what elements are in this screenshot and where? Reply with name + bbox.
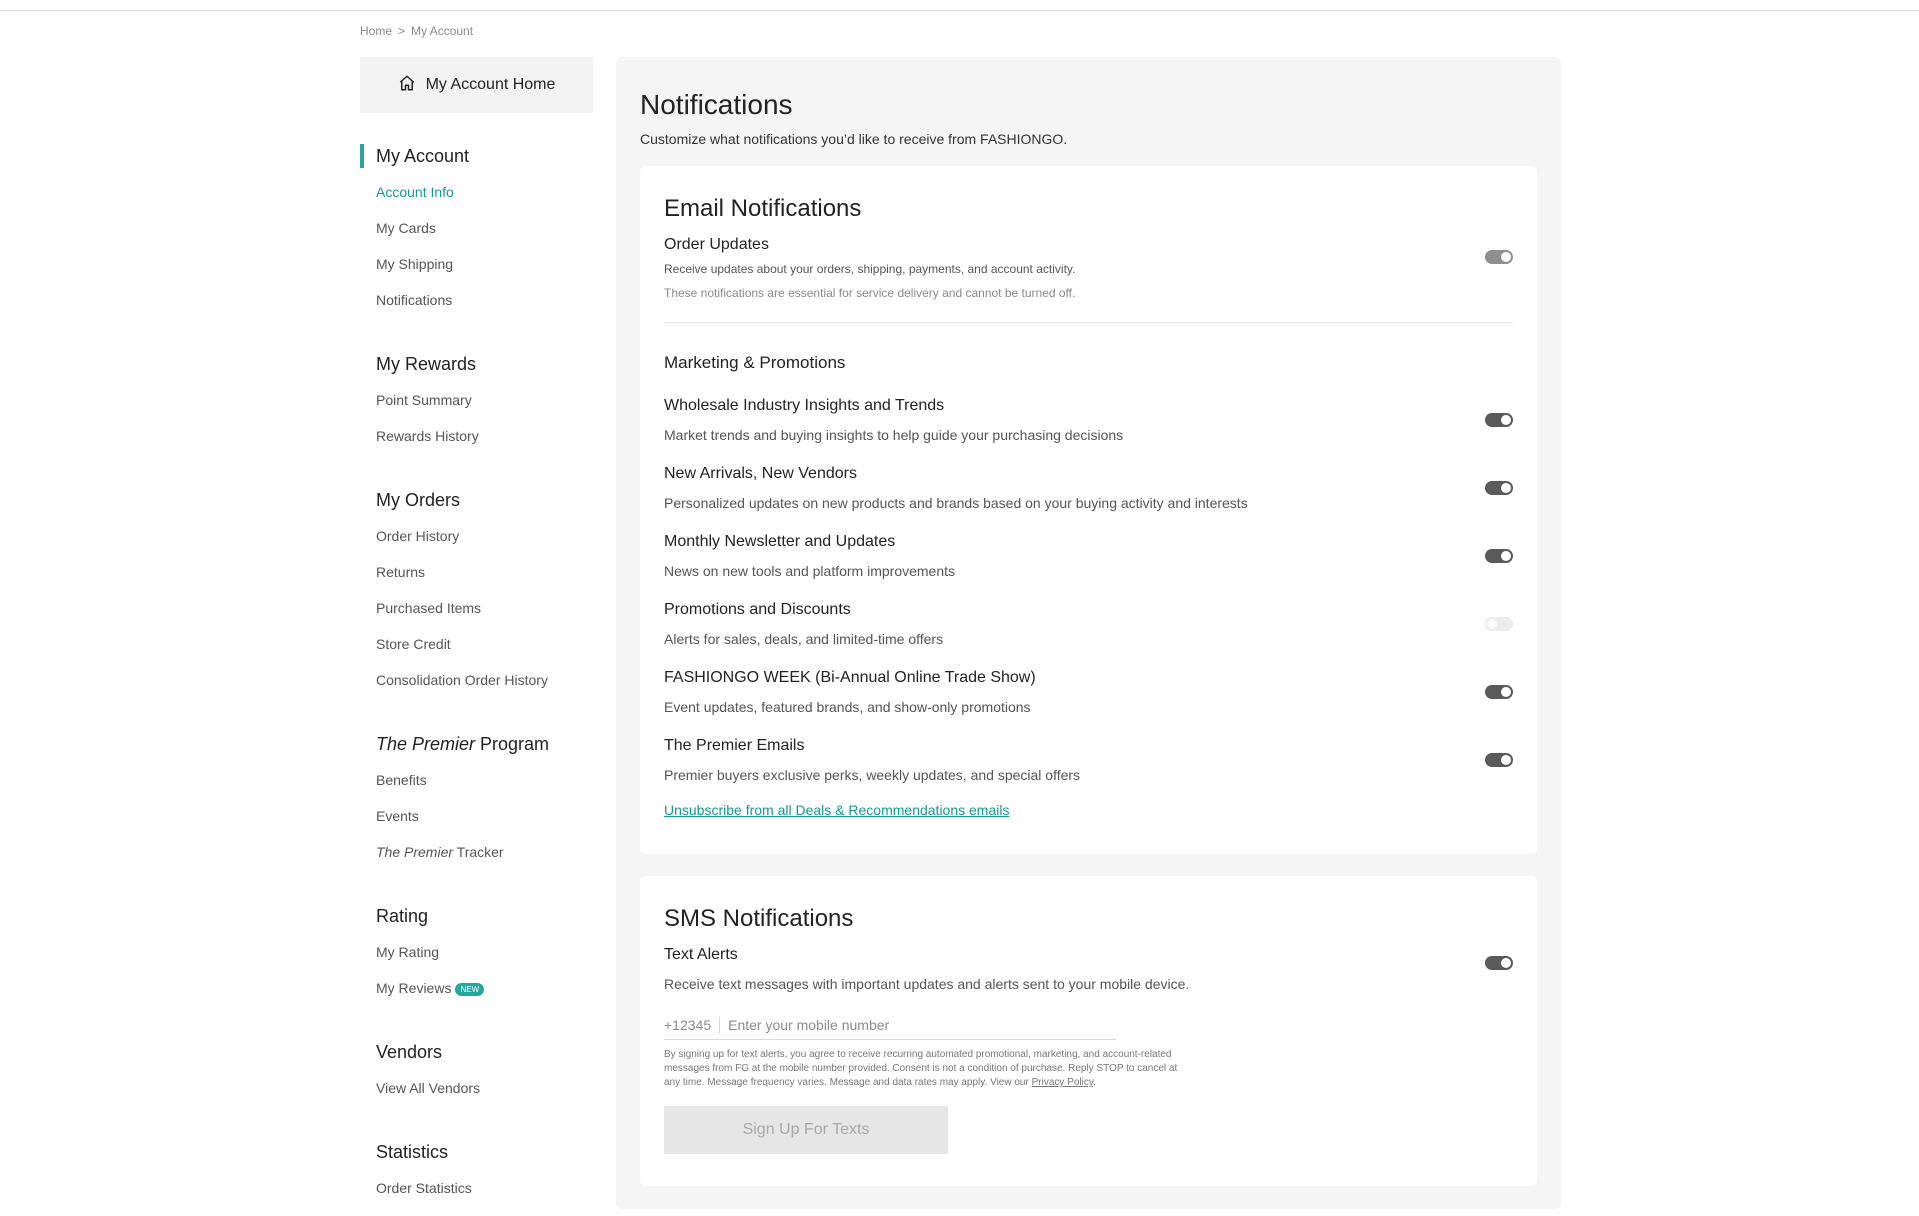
premier-tracker-italic: The Premier [376, 844, 454, 860]
nav-group-statistics [360, 1140, 593, 1212]
breadcrumb-separator: > [398, 24, 406, 38]
pref-row-new-arrivals [664, 461, 1513, 529]
pref-title: Promotions and Discounts [664, 601, 851, 618]
pref-title: Wholesale Industry Insights and Trends [664, 397, 945, 414]
sidebar-item-my-cards[interactable]: My Cards [376, 220, 436, 236]
divider [664, 322, 1513, 323]
nav-group-premier-program [360, 732, 593, 876]
pref-toggle-monthly-newsletter[interactable] [1485, 549, 1513, 563]
nav-title-premier-rest: Program [475, 734, 550, 754]
nav-title-my-rewards: My Rewards [376, 354, 477, 374]
page-description: Customize what notifications you’d like to receive from FASHIONGO. [640, 131, 1068, 147]
sidebar-item-order-history[interactable]: Order History [376, 528, 460, 544]
sidebar-item-point-summary[interactable]: Point Summary [376, 392, 472, 408]
order-updates-title: Order Updates [664, 236, 769, 253]
sms-consent-text: By signing up for text alerts, you agree to receive recurring automated promotional, marketing, and account-related messages from FG at the mobile number provided. Consent is not a condition of purchase. Reply STOP to cancel at any time. Message frequency varies. Message and data rates may apply. View our Privacy Policy. [664, 1049, 1178, 1088]
pref-desc: News on new tools and platform improvements [664, 563, 956, 579]
nav-title-my-account: My Account [360, 144, 593, 168]
sidebar-item-store-credit[interactable]: Store Credit [376, 636, 451, 652]
sidebar-item-purchased-items[interactable]: Purchased Items [376, 600, 482, 616]
email-notifications-card [640, 166, 1537, 854]
pref-desc: Alerts for sales, deals, and limited-time offers [664, 631, 944, 647]
sidebar-item-my-reviews[interactable] [360, 976, 593, 1012]
nav-group-rating [360, 904, 593, 1012]
sms-notifications-title: SMS Notifications [664, 905, 854, 932]
sidebar-item-my-shipping[interactable]: My Shipping [376, 256, 454, 272]
pref-toggle-promotions-discounts[interactable] [1485, 617, 1513, 631]
sidebar-item-events[interactable]: Events [376, 808, 419, 824]
notifications-panel [616, 57, 1561, 1209]
sidebar-item-order-statistics[interactable]: Order Statistics [376, 1180, 472, 1196]
sidebar-item-returns[interactable]: Returns [376, 564, 426, 580]
pref-toggle-industry-insights[interactable] [1485, 413, 1513, 427]
pref-desc: Personalized updates on new products and brands based on your buying activity and interests [664, 495, 1248, 511]
pref-row-promotions-discounts [664, 597, 1513, 665]
phone-country-code[interactable]: +12345 [664, 1017, 720, 1033]
text-alerts-title: Text Alerts [664, 946, 738, 963]
page-title: Notifications [640, 89, 793, 120]
new-badge: NEW [455, 983, 484, 996]
order-updates-toggle [1485, 250, 1513, 264]
sidebar-item-my-rating[interactable]: My Rating [376, 944, 440, 960]
nav-group-my-rewards [360, 352, 593, 460]
sidebar-item-account-info[interactable]: Account Info [376, 184, 454, 200]
order-updates-note: These notifications are essential for service delivery and cannot be turned off. [664, 286, 1076, 300]
premier-tracker-rest: Tracker [453, 844, 504, 860]
consent-body: By signing up for text alerts, you agree to receive recurring automated promotional, marketing, and account-related messages from FG at the mobile number provided. Consent is not a condition of purchase. Reply STOP to cancel at any time. Message frequency varies. Message and data rates may apply. View our [664, 1049, 1178, 1088]
unsubscribe-all-link[interactable]: Unsubscribe from all Deals & Recommendations emails [664, 802, 1010, 818]
pref-title: The Premier Emails [664, 737, 805, 754]
nav-group-my-orders [360, 488, 593, 704]
breadcrumb-current: My Account [411, 24, 474, 38]
pref-row-industry-insights [664, 393, 1513, 461]
pref-desc: Event updates, featured brands, and show-only promotions [664, 699, 1031, 715]
nav-title-premier-program [360, 732, 593, 756]
order-updates-desc: Receive updates about your orders, shipping, payments, and account activity. [664, 262, 1076, 276]
pref-desc: Market trends and buying insights to help guide your purchasing decisions [664, 427, 1124, 443]
order-updates-row [664, 236, 1513, 300]
pref-row-premier-emails [664, 733, 1513, 801]
sidebar-item-consolidation-order-history[interactable]: Consolidation Order History [376, 672, 548, 688]
pref-row-monthly-newsletter [664, 529, 1513, 597]
nav-group-vendors [360, 1040, 593, 1112]
sign-up-for-texts-button[interactable]: Sign Up For Texts [664, 1106, 948, 1154]
pref-desc: Premier buyers exclusive perks, weekly updates, and special offers [664, 767, 1081, 783]
sidebar-item-benefits[interactable]: Benefits [376, 772, 427, 788]
nav-title-statistics: Statistics [376, 1142, 449, 1162]
text-alerts-desc: Receive text messages with important updates and alerts sent to your mobile device. [664, 976, 1190, 992]
sidebar-item-view-all-vendors[interactable]: View All Vendors [376, 1080, 481, 1096]
mobile-number-input[interactable] [728, 1017, 1088, 1033]
top-border [0, 0, 1919, 11]
pref-toggle-new-arrivals[interactable] [1485, 481, 1513, 495]
nav-title-premier-italic: The Premier [376, 734, 476, 754]
nav-title-rating: Rating [376, 906, 429, 926]
my-account-home-button[interactable] [360, 57, 593, 113]
breadcrumb-home[interactable]: Home [360, 24, 393, 38]
pref-title: FASHIONGO WEEK (Bi-Annual Online Trade Show) [664, 669, 1036, 686]
breadcrumb [360, 24, 479, 38]
sms-notifications-card [640, 876, 1537, 1186]
my-account-home-label: My Account Home [425, 76, 556, 93]
pref-toggle-fashiongo-week[interactable] [1485, 685, 1513, 699]
pref-title: Monthly Newsletter and Updates [664, 533, 896, 550]
phone-field [664, 1010, 1116, 1040]
my-reviews-label: My Reviews [376, 980, 452, 996]
text-alerts-toggle[interactable] [1485, 956, 1513, 970]
sidebar-item-notifications[interactable]: Notifications [376, 292, 453, 308]
nav-group-my-account [360, 144, 593, 324]
sidebar-item-premier-tracker[interactable] [360, 840, 593, 876]
home-icon [398, 74, 416, 97]
marketing-preferences-list [664, 393, 1513, 801]
privacy-policy-link[interactable]: Privacy Policy [1031, 1077, 1094, 1088]
email-notifications-title: Email Notifications [664, 195, 862, 222]
pref-toggle-premier-emails[interactable] [1485, 753, 1513, 767]
pref-row-fashiongo-week [664, 665, 1513, 733]
pref-title: New Arrivals, New Vendors [664, 465, 857, 482]
sidebar-item-rewards-history[interactable]: Rewards History [376, 428, 479, 444]
marketing-promotions-title: Marketing & Promotions [664, 353, 846, 372]
nav-title-my-orders: My Orders [376, 490, 461, 510]
nav-title-vendors: Vendors [376, 1042, 443, 1062]
sidebar [360, 57, 593, 1216]
text-alerts-row [664, 946, 1513, 992]
